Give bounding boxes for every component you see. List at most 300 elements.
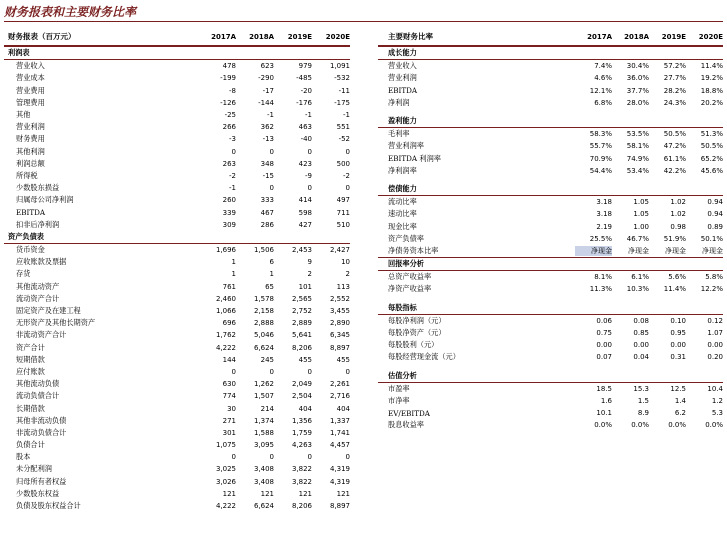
row-value: 711 xyxy=(336,208,350,217)
section-header xyxy=(378,183,723,196)
row-value: 0.85 xyxy=(633,329,649,338)
table-row xyxy=(4,244,350,256)
row-label: 股本 xyxy=(16,452,31,462)
row-value: 8,897 xyxy=(329,343,350,352)
row-value: 2,565 xyxy=(291,294,312,303)
row-value: 1,091 xyxy=(329,62,350,71)
row-value: 4,222 xyxy=(215,502,236,511)
row-value: 65.2% xyxy=(700,154,723,163)
row-value: 266 xyxy=(222,123,236,132)
header-year: 2019E xyxy=(661,32,686,41)
section-header xyxy=(378,258,723,271)
row-label: 存货 xyxy=(16,269,31,279)
row-label: 每股净资产（元） xyxy=(388,328,446,338)
table-row xyxy=(4,427,350,439)
row-value: 0 xyxy=(307,147,312,156)
row-label: 估值分析 xyxy=(388,370,417,380)
row-label: 利润总额 xyxy=(16,158,45,168)
row-value: 53.5% xyxy=(626,130,649,139)
row-value: 0.08 xyxy=(633,316,649,325)
row-value: 1.02 xyxy=(670,198,686,207)
table-row xyxy=(378,339,723,351)
row-value: 15.3 xyxy=(633,384,649,393)
row-value: 1.6 xyxy=(600,396,612,405)
row-label: 市净率 xyxy=(388,395,410,405)
row-value: 0.95 xyxy=(670,329,686,338)
row-value: 0.06 xyxy=(596,316,612,325)
row-value: 0.00 xyxy=(596,341,612,350)
row-value: 27.7% xyxy=(663,74,686,83)
row-label: 负债及股东权益合计 xyxy=(16,501,81,511)
row-label: 毛利率 xyxy=(388,129,410,139)
table-row xyxy=(4,439,350,451)
table-header xyxy=(378,28,723,47)
row-label: 营业收入 xyxy=(388,61,417,71)
row-value: 30.4% xyxy=(626,62,649,71)
row-label: 总资产收益率 xyxy=(388,272,432,282)
table-row xyxy=(4,354,350,366)
table-row xyxy=(378,140,723,152)
row-value: 6 xyxy=(269,258,274,267)
row-label: 营业费用 xyxy=(16,85,45,95)
table-row xyxy=(4,72,350,84)
table-row xyxy=(4,219,350,231)
row-label: 其他利润 xyxy=(16,146,45,156)
row-value: 7.4% xyxy=(594,62,612,71)
row-value: 0.98 xyxy=(670,222,686,231)
row-value: -13 xyxy=(262,135,274,144)
table-body xyxy=(4,47,350,512)
table-row xyxy=(4,121,350,133)
row-value: 2,453 xyxy=(291,246,312,255)
row-value: 12.2% xyxy=(700,285,723,294)
table-row xyxy=(4,170,350,182)
row-value: 455 xyxy=(298,355,312,364)
row-value: 3,095 xyxy=(253,441,274,450)
row-value: -15 xyxy=(262,171,274,180)
row-value: 0 xyxy=(269,147,274,156)
row-value: 551 xyxy=(336,123,350,132)
row-label: EBITDA 利润率 xyxy=(388,153,441,163)
table-row xyxy=(4,305,350,317)
row-value: 455 xyxy=(336,355,350,364)
row-label: 无形资产及其他长期资产 xyxy=(16,318,96,328)
row-label: 流动负债合计 xyxy=(16,391,60,401)
row-value: 1.5 xyxy=(637,396,649,405)
row-value: 427 xyxy=(298,220,312,229)
row-value: -144 xyxy=(258,98,274,107)
row-value: 333 xyxy=(260,196,274,205)
row-label: 营业收入 xyxy=(16,61,45,71)
row-label: 流动资产合计 xyxy=(16,293,60,303)
row-label: 营业利润 xyxy=(16,122,45,132)
row-value: 1.02 xyxy=(670,210,686,219)
row-value: 2,552 xyxy=(329,294,350,303)
row-value: 4,319 xyxy=(329,477,350,486)
table-row xyxy=(378,383,723,395)
row-value: 2,752 xyxy=(291,307,312,316)
row-value: 54.4% xyxy=(589,166,612,175)
section-header xyxy=(378,115,723,128)
row-label: 现金比率 xyxy=(388,221,417,231)
row-value: 净现金 xyxy=(575,246,612,256)
row-label: 负债合计 xyxy=(16,440,45,450)
row-value: 28.2% xyxy=(663,86,686,95)
row-label: 偿债能力 xyxy=(388,183,417,193)
row-value: 净现金 xyxy=(665,246,686,255)
row-value: 144 xyxy=(222,355,236,364)
row-value: 500 xyxy=(336,159,350,168)
row-label: 扣非后净利润 xyxy=(16,219,60,229)
row-value: 979 xyxy=(298,62,312,71)
row-value: 0 xyxy=(269,367,274,376)
row-value: 74.9% xyxy=(626,154,649,163)
row-label: 非流动负债合计 xyxy=(16,427,67,437)
row-value: 1,741 xyxy=(329,428,350,437)
row-value: 净现金 xyxy=(702,246,723,255)
row-value: 57.2% xyxy=(663,62,686,71)
row-value: -17 xyxy=(262,86,274,95)
row-value: 5.6% xyxy=(668,273,686,282)
row-value: 2,890 xyxy=(329,319,350,328)
row-value: 696 xyxy=(222,319,236,328)
row-value: 0 xyxy=(231,147,236,156)
header-year: 2018A xyxy=(249,32,274,41)
row-label: 非流动资产合计 xyxy=(16,330,67,340)
row-label: 资产合计 xyxy=(16,342,45,352)
table-row xyxy=(378,233,723,245)
row-value: 362 xyxy=(260,123,274,132)
row-value: 42.2% xyxy=(663,166,686,175)
row-label: 未分配利润 xyxy=(16,464,52,474)
table-row xyxy=(4,378,350,390)
table-row xyxy=(4,133,350,145)
row-label: 净利润 xyxy=(388,97,410,107)
row-value: 1,578 xyxy=(253,294,274,303)
row-label: 财务费用 xyxy=(16,134,45,144)
row-value: 46.7% xyxy=(626,234,649,243)
row-value: 3.18 xyxy=(596,210,612,219)
row-value: -1 xyxy=(305,111,312,120)
row-label: 归母所有者权益 xyxy=(16,476,67,486)
row-value: 339 xyxy=(222,208,236,217)
table-row xyxy=(4,281,350,293)
row-value: 1 xyxy=(269,270,274,279)
row-value: 51.3% xyxy=(700,130,723,139)
table-row xyxy=(4,85,350,97)
row-value: 121 xyxy=(222,489,236,498)
table-row xyxy=(4,402,350,414)
row-label: 其他 xyxy=(16,110,31,120)
row-value: 121 xyxy=(298,489,312,498)
row-label: 所得税 xyxy=(16,170,38,180)
row-value: -2 xyxy=(229,171,236,180)
row-value: 1,759 xyxy=(291,428,312,437)
row-value: 25.5% xyxy=(589,234,612,243)
row-value: 1.07 xyxy=(707,329,723,338)
row-value: 0.20 xyxy=(707,353,723,362)
row-value: 6.1% xyxy=(631,273,649,282)
row-value: 286 xyxy=(260,220,274,229)
row-value: 0.89 xyxy=(707,222,723,231)
row-label: 净资产收益率 xyxy=(388,284,432,294)
row-value: 0.31 xyxy=(670,353,686,362)
table-row xyxy=(378,60,723,72)
table-row xyxy=(4,415,350,427)
row-label: 其他流动负债 xyxy=(16,379,60,389)
row-value: 51.9% xyxy=(663,234,686,243)
row-value: 50.5% xyxy=(700,142,723,151)
row-value: 245 xyxy=(260,355,274,364)
row-value: 0.10 xyxy=(670,316,686,325)
row-value: 50.1% xyxy=(700,234,723,243)
row-value: 404 xyxy=(336,404,350,413)
row-value: 11.3% xyxy=(589,285,612,294)
row-value: 0 xyxy=(345,147,350,156)
row-value: 1 xyxy=(231,258,236,267)
row-label: 盈利能力 xyxy=(388,116,417,126)
row-value: 53.4% xyxy=(626,166,649,175)
row-label: 市盈率 xyxy=(388,383,410,393)
row-value: 58.3% xyxy=(589,130,612,139)
row-value: 0.12 xyxy=(707,316,723,325)
row-value: 37.7% xyxy=(626,86,649,95)
row-value: 301 xyxy=(222,428,236,437)
row-value: 2,889 xyxy=(291,319,312,328)
table-row xyxy=(4,329,350,341)
row-value: -8 xyxy=(229,86,236,95)
row-value: 11.4% xyxy=(663,285,686,294)
row-value: -3 xyxy=(229,135,236,144)
header-year: 2017A xyxy=(587,32,612,41)
table-row xyxy=(4,451,350,463)
row-label: 回报率分析 xyxy=(388,259,424,269)
table-row xyxy=(4,390,350,402)
row-value: 2 xyxy=(345,270,350,279)
row-value: 65 xyxy=(265,282,274,291)
row-value: 10.1 xyxy=(596,409,612,418)
row-label: 应付账款 xyxy=(16,366,45,376)
table-row xyxy=(378,327,723,339)
row-value: 761 xyxy=(222,282,236,291)
row-value: 58.1% xyxy=(626,142,649,151)
table-row xyxy=(4,194,350,206)
row-label: 净债务资本比率 xyxy=(388,245,439,255)
row-value: 774 xyxy=(222,392,236,401)
row-value: -485 xyxy=(296,74,312,83)
row-value: 0.00 xyxy=(707,341,723,350)
row-value: -25 xyxy=(224,111,236,120)
row-value: -40 xyxy=(300,135,312,144)
financial-statements-table xyxy=(4,28,350,512)
row-label: 营业成本 xyxy=(16,73,45,83)
row-value: -9 xyxy=(305,171,312,180)
header-label: 财务报表（百万元） xyxy=(8,32,76,41)
row-value: 18.8% xyxy=(700,86,723,95)
row-value: 61.1% xyxy=(663,154,686,163)
row-label: EBITDA xyxy=(16,208,46,218)
page-title: 财务报表和主要财务比率 xyxy=(4,5,137,19)
row-value: 2,460 xyxy=(215,294,236,303)
row-value: 1,762 xyxy=(215,331,236,340)
row-value: 19.2% xyxy=(700,74,723,83)
table-row xyxy=(378,271,723,283)
row-label: 营业利润率 xyxy=(388,141,424,151)
row-value: 0.0% xyxy=(631,421,649,430)
row-value: 0 xyxy=(345,453,350,462)
row-value: 55.7% xyxy=(589,142,612,151)
row-value: -11 xyxy=(338,86,350,95)
row-value: 121 xyxy=(336,489,350,498)
row-label: 应收账款及票据 xyxy=(16,257,67,267)
row-value: 5.8% xyxy=(705,273,723,282)
row-value: 10.4 xyxy=(707,384,723,393)
row-value: -176 xyxy=(296,98,312,107)
row-value: 0.75 xyxy=(596,329,612,338)
table-row xyxy=(378,407,723,419)
row-value: 8,206 xyxy=(291,343,312,352)
table-row xyxy=(4,109,350,121)
table-row xyxy=(378,220,723,232)
row-value: 1,262 xyxy=(253,380,274,389)
table-row xyxy=(378,153,723,165)
header-year: 2020E xyxy=(325,32,350,41)
row-label: 归属母公司净利润 xyxy=(16,195,74,205)
row-value: -199 xyxy=(220,74,236,83)
row-value: 36.0% xyxy=(626,74,649,83)
row-value: 1 xyxy=(231,270,236,279)
row-value: 0.0% xyxy=(705,421,723,430)
row-label: EBITDA xyxy=(388,86,418,96)
row-value: 0 xyxy=(231,367,236,376)
row-value: 6.2 xyxy=(674,409,686,418)
row-value: -1 xyxy=(343,111,350,120)
row-value: 0.07 xyxy=(596,353,612,362)
row-value: 101 xyxy=(298,282,312,291)
row-value: 1,374 xyxy=(253,416,274,425)
row-label: 股息收益率 xyxy=(388,420,424,430)
section-header xyxy=(4,231,350,244)
row-value: 18.5 xyxy=(596,384,612,393)
table-row xyxy=(4,500,350,512)
row-value: 3,025 xyxy=(215,465,236,474)
table-row xyxy=(4,293,350,305)
row-value: 0 xyxy=(269,453,274,462)
table-row xyxy=(4,488,350,500)
table-row xyxy=(4,463,350,475)
section-header xyxy=(378,47,723,60)
row-value: 5,641 xyxy=(291,331,312,340)
row-value: 6,624 xyxy=(253,502,274,511)
section-header xyxy=(378,370,723,383)
table-row xyxy=(4,146,350,158)
table-row xyxy=(4,317,350,329)
row-value: 0 xyxy=(307,453,312,462)
table-row xyxy=(4,342,350,354)
row-value: 1,696 xyxy=(215,246,236,255)
row-value: 3,026 xyxy=(215,477,236,486)
table-row xyxy=(378,72,723,84)
table-row xyxy=(378,245,723,258)
row-value: 2,158 xyxy=(253,307,274,316)
row-value: 1.4 xyxy=(674,396,686,405)
row-value: 2,049 xyxy=(291,380,312,389)
table-row xyxy=(4,97,350,109)
row-value: 0.00 xyxy=(670,341,686,350)
row-value: -1 xyxy=(267,111,274,120)
row-value: 0.0% xyxy=(594,421,612,430)
row-value: 1,588 xyxy=(253,428,274,437)
row-value: -175 xyxy=(334,98,350,107)
row-value: -532 xyxy=(334,74,350,83)
row-value: 0.0% xyxy=(668,421,686,430)
row-value: 70.9% xyxy=(589,154,612,163)
row-value: 8,897 xyxy=(329,502,350,511)
row-label: 营业利润 xyxy=(388,73,417,83)
row-value: 423 xyxy=(298,159,312,168)
row-value: 623 xyxy=(260,62,274,71)
row-value: 10 xyxy=(341,258,350,267)
row-value: 467 xyxy=(260,208,274,217)
row-value: 260 xyxy=(222,196,236,205)
table-row xyxy=(4,476,350,488)
title-divider xyxy=(4,21,723,22)
row-label: 利润表 xyxy=(8,48,30,58)
row-value: 271 xyxy=(222,416,236,425)
row-value: 3,408 xyxy=(253,465,274,474)
row-value: 478 xyxy=(222,62,236,71)
row-value: 4,457 xyxy=(329,441,350,450)
row-label: 资产负债率 xyxy=(388,233,424,243)
row-value: 5,046 xyxy=(253,331,274,340)
row-label: 流动比率 xyxy=(388,197,417,207)
row-value: 1,075 xyxy=(215,441,236,450)
row-value: 4,222 xyxy=(215,343,236,352)
row-value: 0 xyxy=(345,367,350,376)
row-value: 0.94 xyxy=(707,210,723,219)
row-value: 348 xyxy=(260,159,274,168)
row-value: 3,822 xyxy=(291,477,312,486)
header-year: 2018A xyxy=(624,32,649,41)
row-value: 24.3% xyxy=(663,98,686,107)
row-value: -290 xyxy=(258,74,274,83)
row-value: 1,337 xyxy=(329,416,350,425)
table-row xyxy=(4,268,350,280)
row-label: 速动比率 xyxy=(388,209,417,219)
row-label: 长期借款 xyxy=(16,403,45,413)
row-value: 5.3 xyxy=(711,409,723,418)
row-value: -2 xyxy=(343,171,350,180)
row-label: 短期借款 xyxy=(16,354,45,364)
row-value: 3,822 xyxy=(291,465,312,474)
row-value: 0 xyxy=(269,184,274,193)
row-value: 0.00 xyxy=(633,341,649,350)
row-label: 其他流动资产 xyxy=(16,281,60,291)
table-row xyxy=(378,165,723,177)
table-row xyxy=(378,128,723,140)
section-header xyxy=(378,302,723,315)
row-value: 45.6% xyxy=(700,166,723,175)
row-value: 0 xyxy=(231,453,236,462)
row-value: 2,427 xyxy=(329,246,350,255)
row-value: 3.18 xyxy=(596,198,612,207)
row-value: 47.2% xyxy=(663,142,686,151)
row-value: 2,261 xyxy=(329,380,350,389)
table-row xyxy=(378,395,723,407)
row-value: 10.3% xyxy=(626,285,649,294)
row-label: 少数股东权益 xyxy=(16,488,60,498)
row-value: 630 xyxy=(222,380,236,389)
